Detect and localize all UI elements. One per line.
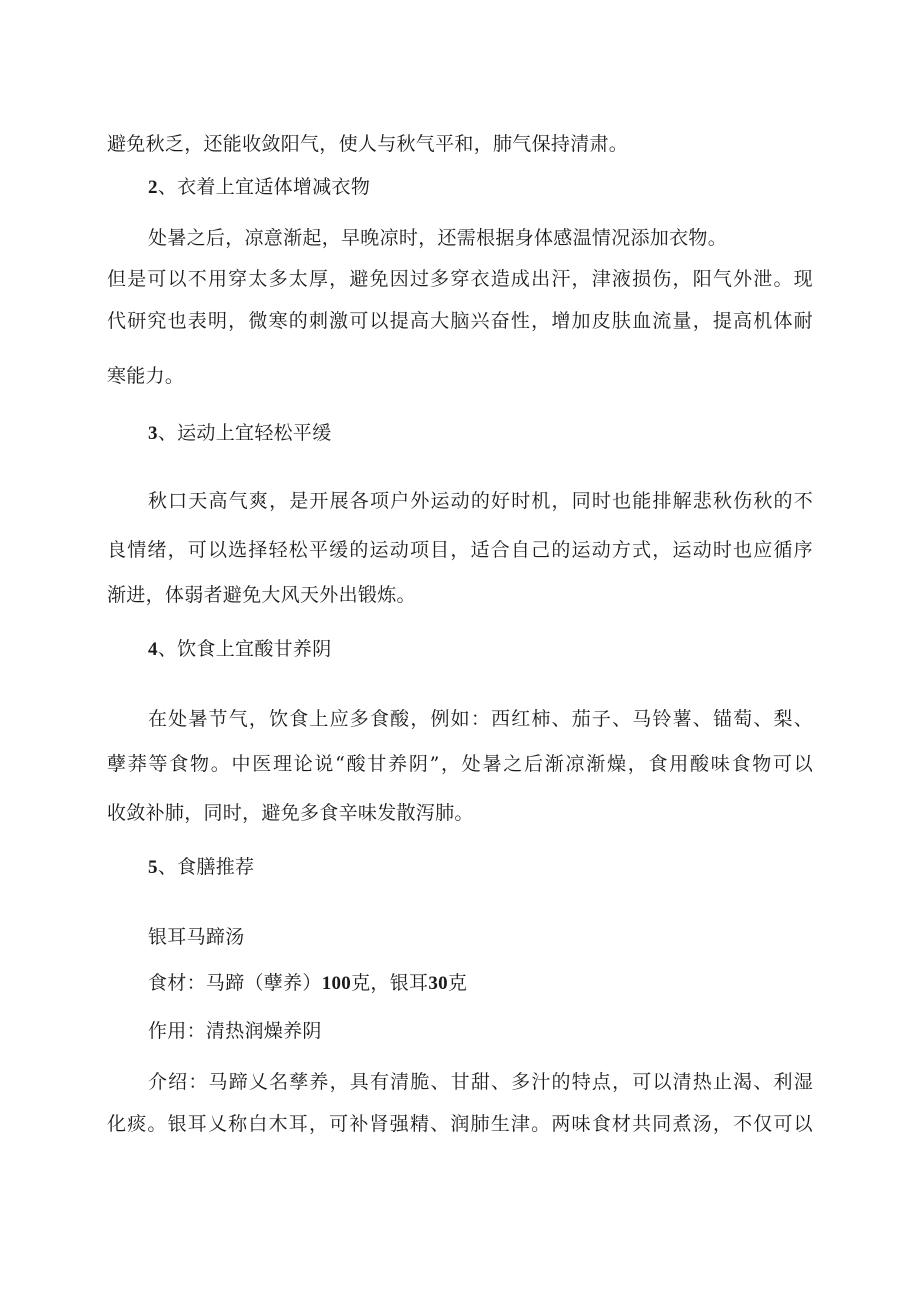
section-heading-4 (148, 637, 332, 662)
section-number: 4 (148, 639, 158, 660)
section-title: 、运动上宜轻松平缓 (157, 422, 332, 444)
ingredients-label: 食材：马蹄（孽养） (148, 972, 322, 994)
paragraph-line: 寒能力。 (107, 365, 185, 387)
section-number: 5 (148, 857, 158, 878)
ingredient-amount: 30 (428, 973, 448, 994)
paragraph-line: 渐进，体弱者避免大风天外出锻炼。 (107, 584, 416, 606)
recipe-ingredients (148, 971, 467, 996)
section-title: 、衣着上宜适体增减衣物 (157, 176, 371, 198)
recipe-intro-line: 介绍：马蹄乂名孳养，具有清脆、甘甜、多汁的特点，可以清热止渴、利湿 (148, 1071, 813, 1093)
section-heading-3 (148, 421, 332, 446)
paragraph-line: 但是可以不用穿太多太厚，避免因过多穿衣造成出汗，津液损伤，阳气外泄。现 (107, 268, 813, 290)
ingredients-unit: 克 (447, 972, 468, 994)
section-title: 、饮食上宜酸甘养阴 (157, 638, 332, 660)
ingredient-amount: 100 (321, 973, 352, 994)
paragraph-line: 孽莽等食物。中医理论说“酸甘养阴”，处暑之后渐凉渐燥，食用酸味食物可以 (107, 753, 813, 775)
paragraph-line: 良情绪，可以选择轻松平缓的运动项目，适合自己的运动方式，运动时也应循序 (107, 539, 813, 561)
recipe-name: 银耳马蹄汤 (148, 926, 245, 948)
paragraph-line: 处暑之后，凉意渐起，早晚凉时，还需根据身体感温情况添加衣物。 (148, 227, 728, 249)
section-title: 、食膳推荐 (157, 856, 255, 878)
ingredients-text: 克，银耳 (351, 972, 429, 994)
paragraph-line: 在处暑节气，饮食上应多食酸，例如：西红柿、茄子、马铃薯、锚萄、梨、 (148, 708, 813, 730)
section-number: 3 (148, 423, 158, 444)
paragraph-line: 秋口天高气爽，是开展各项户外运动的好时机，同时也能排解悲秋伤秋的不 (148, 490, 813, 512)
paragraph-line: 代研究也表明，微寒的刺激可以提高大脑兴奋性，增加皮肤血流量，提高机体耐 (107, 310, 813, 332)
section-number: 2 (148, 177, 158, 198)
section-heading-2 (148, 175, 370, 200)
paragraph-line: 收敛补肺，同时，避免多食辛味发散泻肺。 (107, 802, 474, 824)
recipe-effect: 作用：清热润燥养阴 (148, 1020, 322, 1042)
recipe-intro-line: 化痰。银耳乂称白木耳，可补肾强精、润肺生津。两味食材共同煮汤，不仅可以 (107, 1113, 813, 1135)
section-heading-5 (148, 855, 254, 880)
paragraph-continuation-line: 避免秋乏，还能收敛阳气，使人与秋气平和，肺气保持清肃。 (107, 133, 629, 155)
